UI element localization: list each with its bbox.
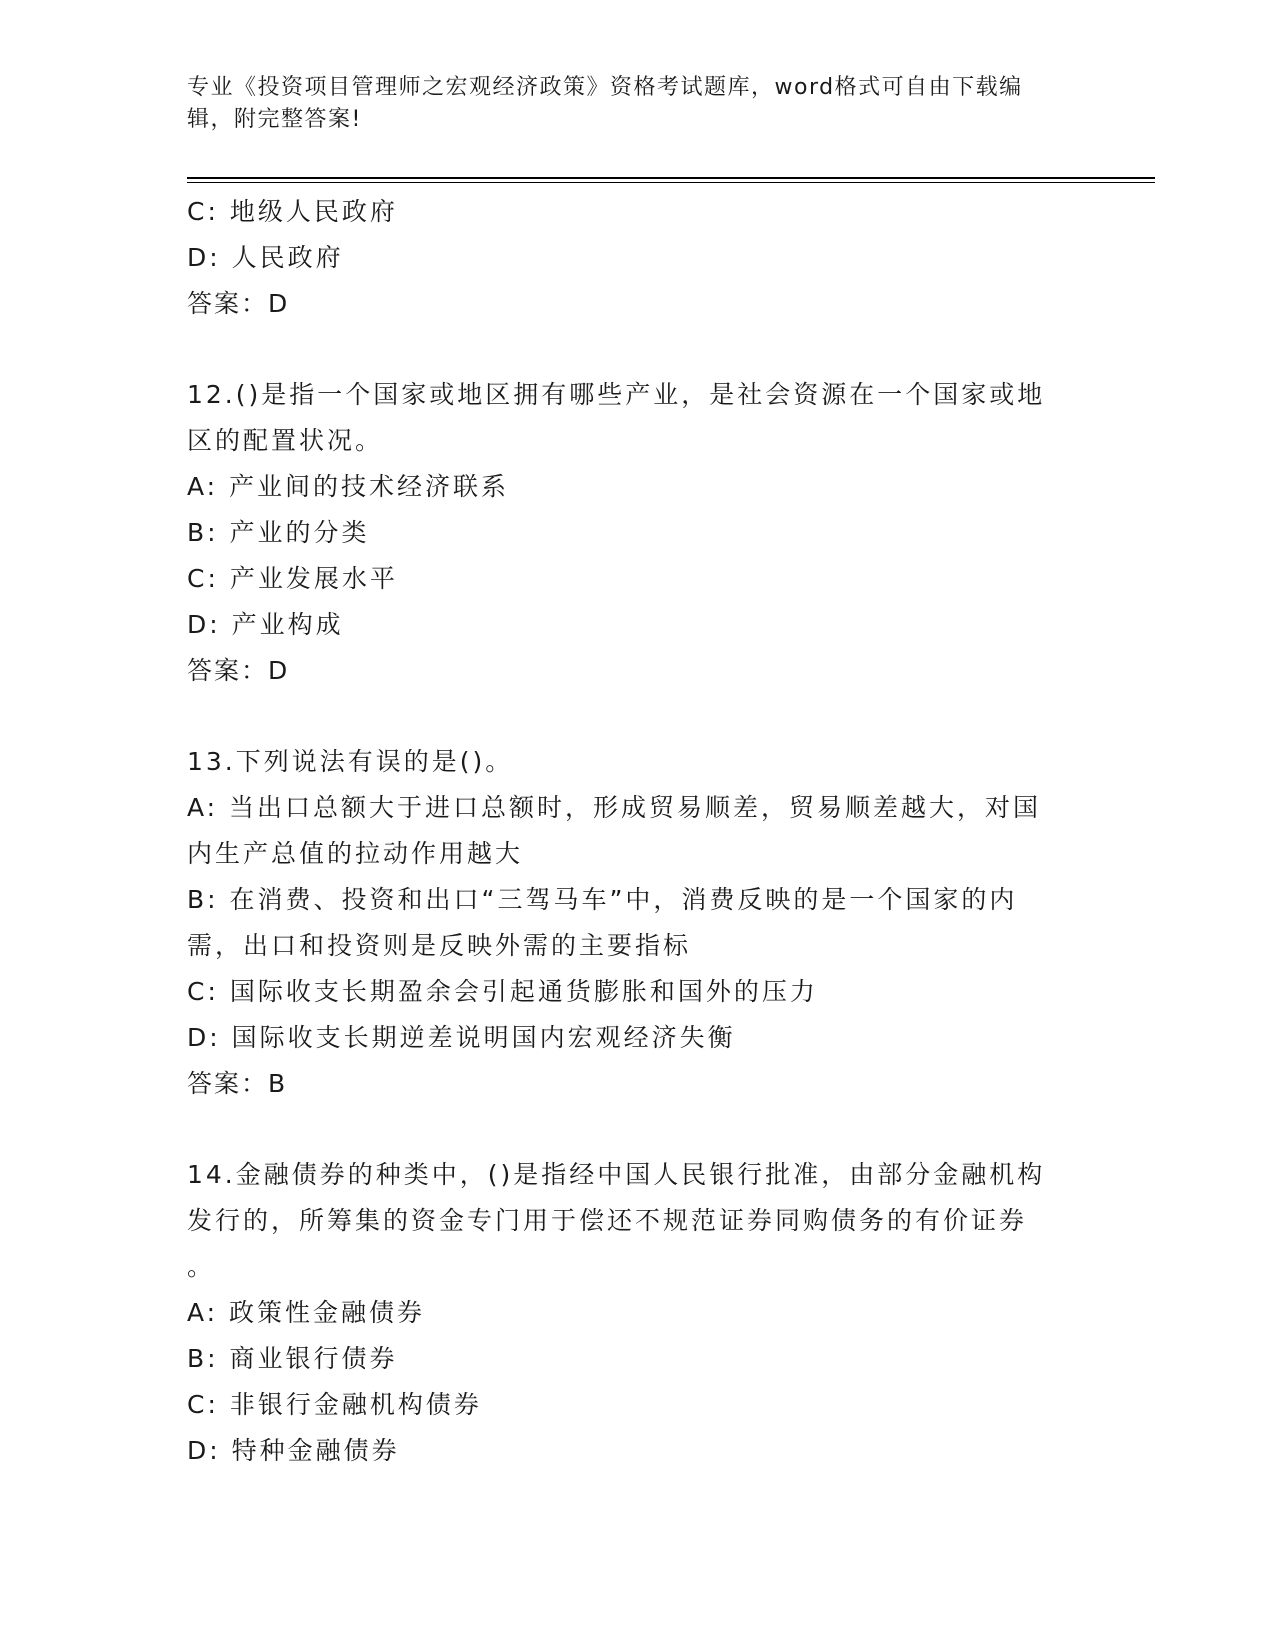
question-14 [187, 1152, 1087, 1474]
question-stem-line: 12.()是指一个国家或地区拥有哪些产业，是社会资源在一个国家或地 [187, 380, 1046, 409]
header-rule-thin [187, 182, 1155, 183]
question-stem-line: 区的配置状况。 [187, 426, 384, 455]
option-d: D: 国际收支长期逆差说明国内宏观经济失衡 [187, 1023, 736, 1052]
option-a: A: 产业间的技术经济联系 [187, 472, 510, 501]
document-header [187, 72, 1087, 136]
option-a-line-2: 内生产总值的拉动作用越大 [187, 839, 524, 868]
question-stem-line: 13.下列说法有误的是()。 [187, 747, 514, 776]
option-b-line-1: B: 在消费、投资和出口“三驾马车”中，消费反映的是一个国家的内 [187, 885, 1018, 914]
option-d: D: 产业构成 [187, 610, 344, 639]
option-b: B: 商业银行债券 [187, 1344, 398, 1373]
question-11-tail [187, 189, 1087, 327]
option-a: A: 政策性金融债券 [187, 1298, 426, 1327]
option-b-line-2: 需，出口和投资则是反映外需的主要指标 [187, 931, 692, 960]
question-stem-line: 发行的，所筹集的资金专门用于偿还不规范证券同购债务的有价证券 [187, 1206, 1028, 1235]
question-stem-line: 。 [187, 1252, 216, 1281]
option-d: D: 人民政府 [187, 243, 344, 272]
option-a-line-1: A: 当出口总额大于进口总额时，形成贸易顺差，贸易顺差越大，对国 [187, 793, 1042, 822]
header-line-2: 辑，附完整答案! [187, 107, 362, 132]
option-b: B: 产业的分类 [187, 518, 370, 547]
option-d: D: 特种金融债券 [187, 1436, 400, 1465]
option-c: C: 产业发展水平 [187, 564, 398, 593]
question-list [187, 189, 1087, 1474]
question-12 [187, 372, 1087, 694]
option-c: C: 地级人民政府 [187, 197, 398, 226]
header-rule-thick [187, 177, 1155, 179]
question-stem-line: 14.金融债券的种类中，()是指经中国人民银行批准，由部分金融机构 [187, 1160, 1046, 1189]
question-13 [187, 739, 1087, 1107]
answer-line: 答案：D [187, 289, 290, 318]
answer-line: 答案：D [187, 656, 290, 685]
option-c: C: 国际收支长期盈余会引起通货膨胀和国外的压力 [187, 977, 818, 1006]
option-c: C: 非银行金融机构债券 [187, 1390, 482, 1419]
header-line-1: 专业《投资项目管理师之宏观经济政策》资格考试题库，word格式可自由下载编 [187, 75, 1023, 100]
answer-line: 答案：B [187, 1069, 288, 1098]
